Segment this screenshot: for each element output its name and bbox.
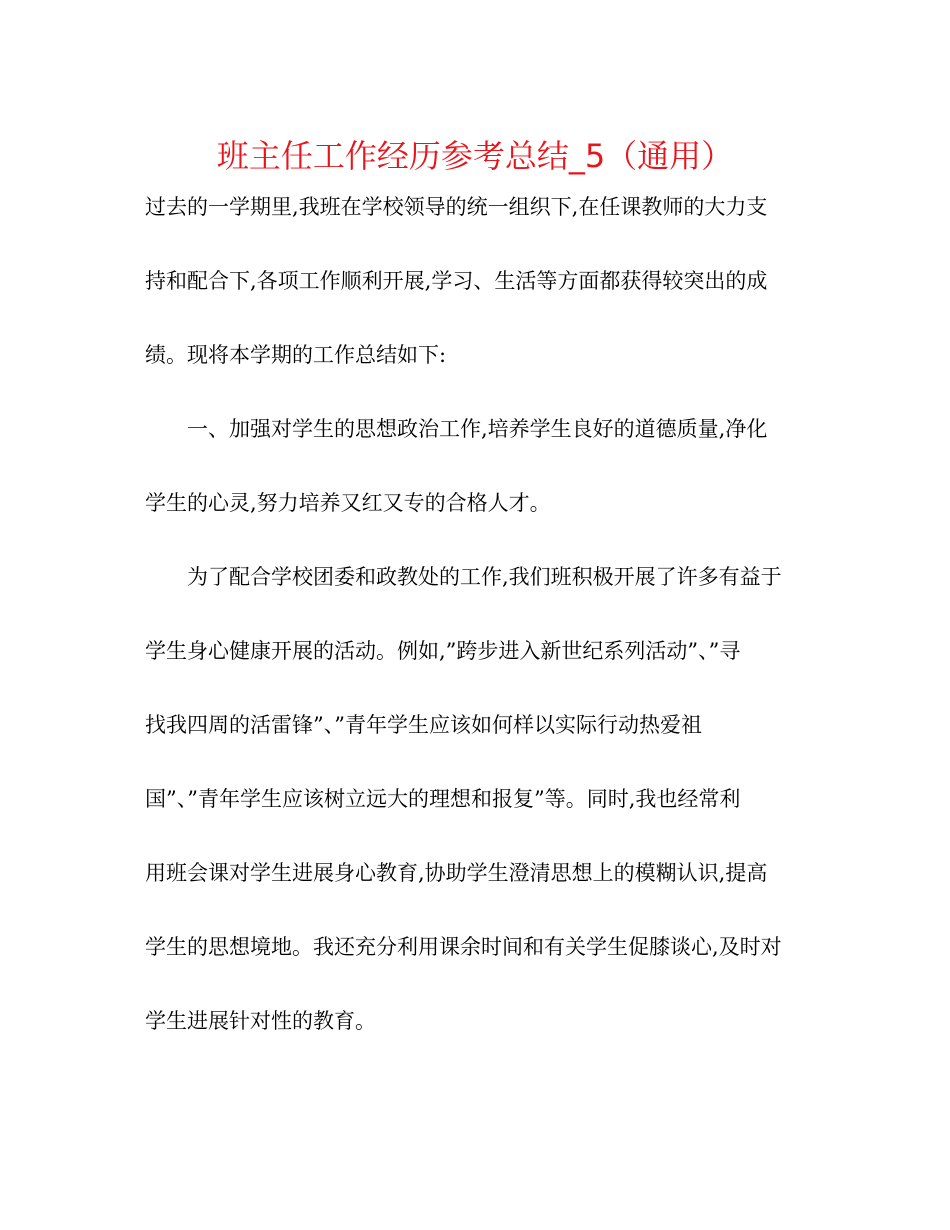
paragraph-line: 绩。现将本学期的工作总结如下:: [145, 343, 447, 367]
document-body: [145, 183, 805, 1071]
document-title: 班主任工作经历参考总结_5（通用）: [216, 137, 734, 175]
paragraph-line: 学生的心灵,努力培养又红又专的合格人才。: [145, 491, 551, 515]
paragraph-line: 学生身心健康开展的活动。例如,”跨步进入新世纪系列活动”、”寻: [145, 639, 741, 663]
paragraph-line: 国”、”青年学生应该树立远大的理想和报复”等。同时,我也经常利: [145, 787, 741, 811]
paragraph-line: 学生进展针对性的教育。: [145, 1009, 376, 1033]
paragraph-line: 持和配合下,各项工作顺利开展,学习、生活等方面都获得较突出的成: [145, 269, 768, 293]
section-heading-line: 一、加强对学生的思想政治工作,培养学生良好的道德质量,净化: [187, 417, 768, 441]
paragraph-line: 用班会课对学生进展身心教育,协助学生澄清思想上的模糊认识,提高: [145, 861, 768, 885]
paragraph-line: 学生的思想境地。我还充分利用课余时间和有关学生促膝谈心,及时对: [145, 935, 782, 959]
paragraph-line: 为了配合学校团委和政教处的工作,我们班积极开展了许多有益于: [187, 565, 782, 589]
paragraph-line: 找我四周的活雷锋”、”青年学生应该如何样以实际行动热爱祖: [145, 713, 702, 737]
paragraph-line: 过去的一学期里,我班在学校领导的统一组织下,在任课教师的大力支: [145, 195, 768, 219]
